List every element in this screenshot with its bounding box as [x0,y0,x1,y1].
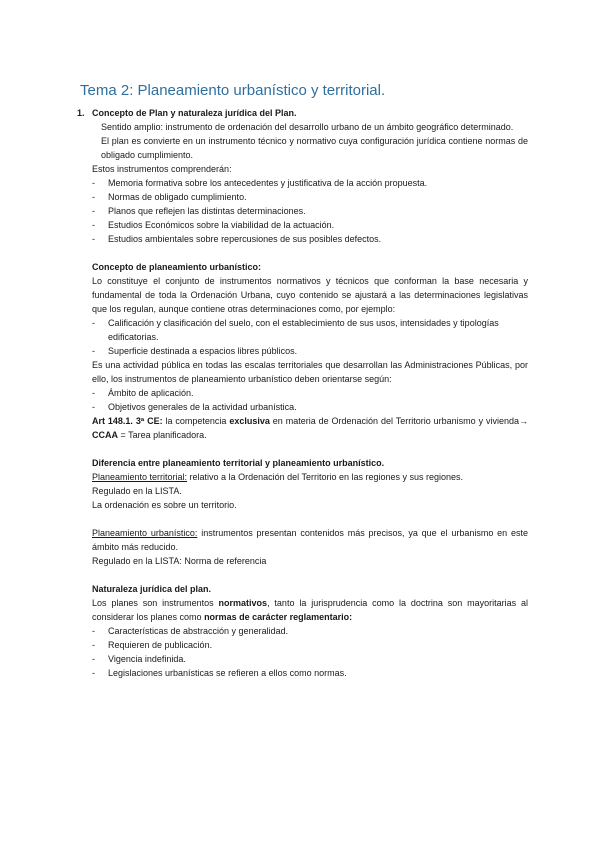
paragraph-articulo: Art 148.1. 3ª CE: la competencia exclusiva en materia de Ordenación del Territorio urbanismo y vivienda→ CCAA = Tarea planificadora. [92,416,528,440]
paragraph-urbanistico-regulado: Regulado en la LISTA: Norma de referencia [92,556,267,566]
paragraph-convierte: El plan es convierte en un instrumento técnico y normativo cuya configuración jurídica contiene normas de obligado cumplimiento. [101,136,528,160]
list-item: - Estudios ambientales sobre repercusiones de sus posibles defectos. [92,234,382,244]
list-item: - Planos que reflejen las distintas determinaciones. [92,206,306,216]
list-item: - Calificación y clasificación del suelo, con el establecimiento de sus usos, intensidades y tipologías edificatorias. [92,318,499,342]
list-item: - Ámbito de aplicación. [92,388,194,398]
list-item: - Superficie destinada a espacios libres públicos. [92,346,298,356]
list-instrumentos [92,176,528,246]
paragraph-territorial: Planeamiento territorial: relativo a la Ordenación del Territorio en las regiones y sus regiones. [92,472,464,482]
section-heading-text: Concepto de Plan y naturaleza jurídica del Plan. [92,108,297,118]
diferencia-heading: Diferencia entre planeamiento territorial y planeamiento urbanístico. [92,458,385,468]
list-caracteristicas [92,624,528,680]
paragraph-actividad: Es una actividad pública en todas las escalas territoriales que desarrollan las Administraciones Públicas, por ello, los instrumentos de planeamiento urbanístico deben orientarse según: [92,360,528,384]
article-reference: Art 148.1. 3ª CE: [92,416,163,426]
section-number: 1. [77,108,85,118]
paragraph-urbanistico: Planeamiento urbanístico: instrumentos presentan contenidos más precisos, ya que el urbanismo en este ámbito más reducido. [92,528,528,552]
section-heading-1 [77,106,528,120]
list-item: - Legislaciones urbanísticas se refieren a ellos como normas. [92,668,347,678]
list-item: - Características de abstracción y generalidad. [92,626,289,636]
list-item: - Vigencia indefinida. [92,654,186,664]
list-item: - Normas de obligado cumplimiento. [92,192,247,202]
paragraph-territorial-regulado: Regulado en la LISTA. [92,486,182,496]
paragraph-comprenderan: Estos instrumentos comprenderán: [92,164,232,174]
section-1-body [92,120,528,162]
document-body [77,106,528,680]
paragraph-sentido: Sentido amplio: instrumento de ordenación del desarrollo urbano de un ámbito geográfico determinado. [101,122,514,132]
paragraph-territorial-ordenacion: La ordenación es sobre un territorio. [92,500,237,510]
list-item: - Estudios Económicos sobre la viabilidad de la actuación. [92,220,335,230]
page-title: Tema 2: Planeamiento urbanístico y territorial. [80,82,386,99]
list-orientacion [92,386,528,414]
paragraph-concepto: Lo constituye el conjunto de instrumentos normativos y técnicos que conforman la base necesaria y fundamental de toda la Ordenación Urbana, cuyo contenido se ajustará a las determinaciones legislativas que los regulan, aunque contiene otras determinaciones como, por ejemplo: [92,276,528,314]
arrow-icon: → [519,416,528,426]
naturaleza-heading: Naturaleza jurídica del plan. [92,584,212,594]
list-item: - Memoria formativa sobre los antecedentes y justificativa de la acción propuesta. [92,178,428,188]
paragraph-naturaleza: Los planes son instrumentos normativos, tanto la jurisprudencia como la doctrina son mayoritarias al considerar los planes como normas de carácter reglamentario: [92,598,528,622]
list-determinaciones [92,316,528,358]
list-item: - Objetivos generales de la actividad urbanística. [92,402,297,412]
list-item: - Requieren de publicación. [92,640,213,650]
concepto-heading: Concepto de planeamiento urbanístico: [92,262,262,272]
